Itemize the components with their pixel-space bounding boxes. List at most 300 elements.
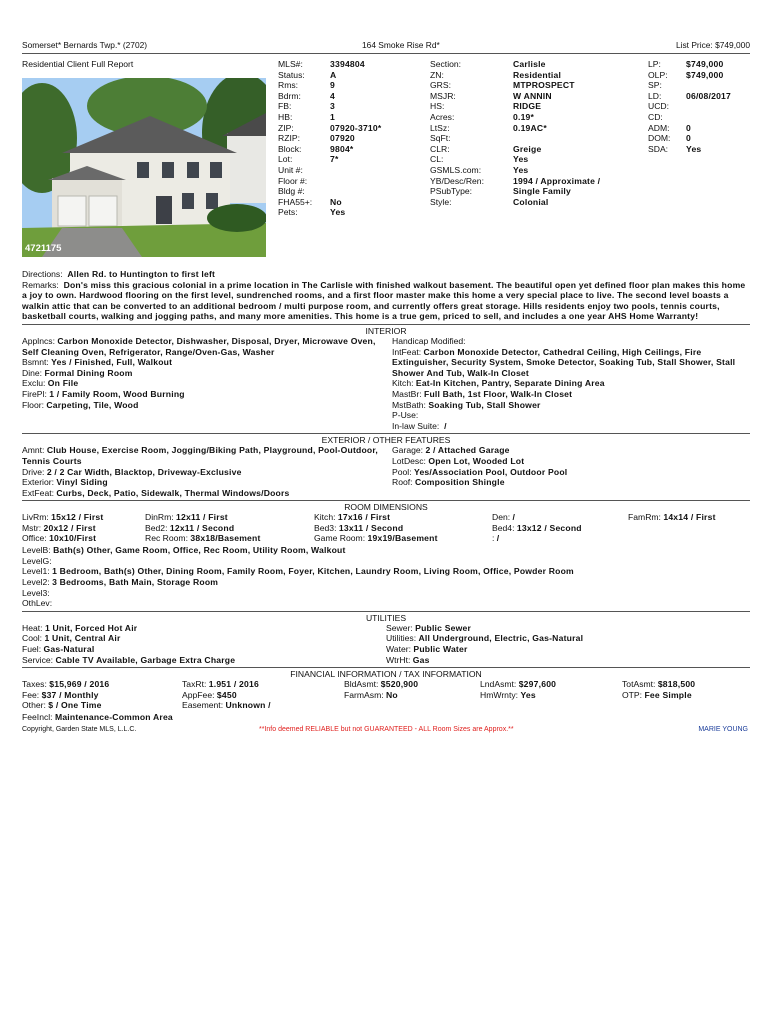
field-value: MTPROSPECT xyxy=(513,80,575,91)
field-label: Cool: xyxy=(22,633,43,644)
field-value: Yes xyxy=(686,143,702,154)
field-value: 10x10/First xyxy=(49,533,97,544)
room-field xyxy=(22,523,103,534)
field-label: Service: xyxy=(22,654,54,665)
field-label: LP: xyxy=(648,59,661,69)
field-row xyxy=(430,59,600,70)
field-value: Yes / Finished, Full, Walkout xyxy=(51,357,173,368)
field-value: Carlisle xyxy=(513,59,546,69)
field-value: Gas-Natural xyxy=(43,644,95,655)
field-label: LtSz: xyxy=(430,122,450,133)
field-label: TotAsmt: xyxy=(622,679,656,690)
field-value: 1.951 / 2016 xyxy=(208,679,259,690)
header-divider xyxy=(22,53,750,54)
interior-section xyxy=(22,336,750,431)
field-label: MstBath: xyxy=(392,399,426,410)
field-label: CL: xyxy=(430,154,444,165)
field-value: Vinyl Siding xyxy=(56,477,108,488)
field-value: Fee Simple xyxy=(644,689,692,700)
field-row xyxy=(278,112,381,123)
field-row xyxy=(278,154,381,165)
field-value: 1 / Family Room, Wood Burning xyxy=(49,388,185,399)
interior-section-title: INTERIOR xyxy=(22,324,750,336)
field-value: 3394804 xyxy=(330,59,365,69)
field-value: 1 Unit, Central Air xyxy=(44,633,121,644)
field-value: / xyxy=(444,420,447,431)
field-label: Water: xyxy=(386,644,411,655)
room-field xyxy=(145,512,261,523)
field-value: Open Lot, Wooded Lot xyxy=(428,455,525,466)
field-label: LotDesc: xyxy=(392,455,426,466)
field-value: No xyxy=(386,689,398,700)
report-title: Residential Client Full Report xyxy=(22,59,134,69)
field-label: CLR: xyxy=(430,143,450,154)
field-label: Handicap Modified: xyxy=(392,335,466,346)
room-field xyxy=(492,523,582,534)
field-label: SqFt: xyxy=(430,133,451,144)
field-row xyxy=(648,101,731,112)
field-label: Bed3: xyxy=(314,522,337,533)
field-label: Exterior: xyxy=(22,477,54,488)
financial-column xyxy=(622,679,695,700)
description-block xyxy=(22,269,750,322)
field-label: Applncs: xyxy=(22,335,55,346)
field-row xyxy=(648,80,731,91)
directions-label: Directions: xyxy=(22,269,63,279)
field-row xyxy=(648,133,731,144)
field-value: Unknown / xyxy=(225,700,271,711)
field-label: Floor #: xyxy=(278,175,308,186)
sewer-field xyxy=(386,623,750,634)
field-value: Yes/Association Pool, Outdoor Pool xyxy=(413,466,568,477)
field-label: Mstr: xyxy=(22,522,42,533)
financial-field xyxy=(480,690,556,701)
listing-core-fields xyxy=(278,59,381,218)
financial-field xyxy=(182,679,271,690)
water-heater-field xyxy=(386,655,750,666)
field-value: / xyxy=(496,533,500,544)
field-label: Pets: xyxy=(278,207,298,218)
rooms-section-title: ROOM DIMENSIONS xyxy=(22,500,750,512)
level-field xyxy=(22,588,750,599)
field-label: Utilities: xyxy=(386,633,417,644)
field-value: 0 xyxy=(686,133,691,144)
rooms-column xyxy=(628,512,716,523)
field-row xyxy=(430,80,600,91)
remarks-value: Don's miss this gracious colonial in a prime location in The Carlisle with finished walkout basement. The beautiful open yet defined floor plan makes this home a joy to own. Hardwood flooring on the first level, sundrenched rooms, and a first floor master make this home a very special place to live. The second level boasts a walkin attic that can be converted to an additional bedroom / multi purpose room, and currently offers great storage. Hills residents enjoy two pools, tennis courts, basketball courts, walking and jogging paths, and many more amenities. This home is a true gem, priced to sell, and includes a one year AHS Home Warranty! xyxy=(22,279,746,322)
field-value: Carpeting, Tile, Wood xyxy=(46,399,139,410)
field-label: MastBr: xyxy=(392,388,422,399)
utilities-right-column xyxy=(386,623,750,665)
field-label: GRS: xyxy=(430,80,452,91)
field-label: HB: xyxy=(278,111,293,122)
field-label: Heat: xyxy=(22,622,43,633)
roof-field xyxy=(392,477,750,488)
utilities-field xyxy=(386,633,750,644)
field-value: 1 Bedroom, Bath(s) Other, Dining Room, Family Room, Foyer, Kitchen, Laundry Room, Living Room, Office, Powder Room xyxy=(52,566,574,577)
financial-column xyxy=(22,679,109,711)
field-label: RZIP: xyxy=(278,133,300,144)
field-label: Block: xyxy=(278,143,302,154)
disclaimer-text: **Info deemed RELIABLE but not GUARANTEED - ALL Room Sizes are Approx.** xyxy=(259,725,514,733)
field-row xyxy=(430,70,600,81)
field-label: Bdrm: xyxy=(278,90,301,101)
field-label: Dine: xyxy=(22,367,43,378)
field-row xyxy=(430,101,600,112)
field-value: 0.19* xyxy=(513,111,535,122)
field-label: Level1: xyxy=(22,566,50,577)
field-label: MSJR: xyxy=(430,90,456,101)
field-label: FB: xyxy=(278,101,292,112)
field-label: PSubType: xyxy=(430,186,473,197)
field-label: LndAsmt: xyxy=(480,679,517,690)
field-value: Yes xyxy=(330,207,346,218)
field-label: YB/Desc/Ren: xyxy=(430,175,484,186)
field-row xyxy=(430,165,600,176)
field-label: MLS#: xyxy=(278,59,303,69)
field-value: Public Sewer xyxy=(415,622,472,633)
field-value: 38x18/Basement xyxy=(190,533,261,544)
area-label: Somerset* Bernards Twp.* (2702) xyxy=(22,40,148,50)
fireplace-field xyxy=(22,389,380,400)
field-value: Maintenance-Common Area xyxy=(54,712,173,723)
field-value: $297,600 xyxy=(518,679,557,690)
room-field xyxy=(492,533,582,544)
field-value: 07920-3710* xyxy=(330,122,382,133)
field-row xyxy=(278,123,381,134)
exterior-right-column xyxy=(392,445,750,498)
report-header xyxy=(22,40,750,52)
field-label: Easement: xyxy=(182,700,224,711)
field-row xyxy=(430,123,600,134)
field-value: On File xyxy=(47,378,79,389)
field-label: FamRm: xyxy=(628,512,661,523)
field-label: Bldg #: xyxy=(278,186,305,197)
handicap-field xyxy=(392,336,750,347)
field-row xyxy=(430,91,600,102)
field-row xyxy=(430,144,600,155)
room-field xyxy=(22,512,103,523)
drive-field xyxy=(22,467,380,478)
field-value: 9 xyxy=(330,80,335,91)
level-field xyxy=(22,556,750,567)
field-value: $15,969 / 2016 xyxy=(49,679,110,690)
field-label: FirePl: xyxy=(22,388,47,399)
field-row xyxy=(278,80,381,91)
field-value: Carbon Monoxide Detector, Dishwasher, Disposal, Dryer, Microwave Oven, Self Cleaning Oven, Refrigerator, Range/Oven-Gas, Washer xyxy=(22,335,376,357)
field-label: In-law Suite: xyxy=(392,420,440,431)
field-label: Bed4: xyxy=(492,522,515,533)
field-value: W ANNIN xyxy=(513,90,552,101)
financial-field xyxy=(480,679,556,690)
field-value: $749,000 xyxy=(686,59,724,69)
field-label: SDA: xyxy=(648,143,669,154)
room-field xyxy=(314,512,438,523)
financial-field xyxy=(22,679,109,690)
field-label: Style: xyxy=(430,196,452,207)
field-value: 0 xyxy=(686,122,691,133)
utilities-left-column xyxy=(22,623,386,665)
interior-left-column xyxy=(22,336,392,431)
field-value: Club House, Exercise Room, Jogging/Biking Path, Playground, Pool-Outdoor, Tennis Courts xyxy=(22,445,379,466)
field-value: No xyxy=(330,196,342,207)
field-value: Public Water xyxy=(413,644,468,655)
field-value: Formal Dining Room xyxy=(44,367,133,378)
exterior-left-column xyxy=(22,445,392,498)
field-label: Pool: xyxy=(392,466,412,477)
room-field xyxy=(492,512,582,523)
exclu-field xyxy=(22,378,380,389)
field-label: ExtFeat: xyxy=(22,487,54,498)
field-value: $520,900 xyxy=(380,679,419,690)
field-label: DinRm: xyxy=(145,512,174,523)
financial-column xyxy=(182,679,271,711)
field-label: ZIP: xyxy=(278,122,294,133)
field-row xyxy=(278,165,381,176)
financial-field xyxy=(622,690,695,701)
copyright-text: Copyright, Garden State MLS, L.L.C. xyxy=(22,725,137,733)
field-value: 1 Unit, Forced Hot Air xyxy=(44,622,138,633)
field-label: Section: xyxy=(430,59,462,69)
field-value: Cable TV Available, Garbage Extra Charge xyxy=(55,654,236,665)
field-label: FHA55+: xyxy=(278,196,313,207)
fee-includes-field xyxy=(22,712,750,723)
listing-report xyxy=(22,40,750,737)
field-label: Unit #: xyxy=(278,164,303,175)
field-label: OthLev: xyxy=(22,598,53,609)
financial-field xyxy=(344,679,418,690)
garage-field xyxy=(392,445,750,456)
field-value: $ / One Time xyxy=(48,700,102,711)
field-value: 12x11 / First xyxy=(176,512,228,523)
field-value: 0.19AC* xyxy=(513,122,547,133)
field-value: 06/08/2017 xyxy=(686,90,732,101)
field-row xyxy=(278,176,381,187)
field-row xyxy=(430,197,600,208)
field-label: Rms: xyxy=(278,80,299,91)
field-value: 14x14 / First xyxy=(663,512,716,523)
utilities-section-title: UTILITIES xyxy=(22,611,750,623)
field-label: Floor: xyxy=(22,399,44,410)
listing-location-fields xyxy=(430,59,600,207)
field-row xyxy=(430,133,600,144)
financial-field xyxy=(22,700,109,711)
field-label: Fuel: xyxy=(22,644,42,655)
field-label: Office: xyxy=(22,533,47,544)
field-label: HS: xyxy=(430,101,445,112)
field-value: 3 xyxy=(330,101,335,112)
field-label: Level2: xyxy=(22,577,50,588)
field-label: Garage: xyxy=(392,445,424,456)
field-value: 2 / 2 Car Width, Blacktop, Driveway-Exclusive xyxy=(46,466,242,477)
field-value: Soaking Tub, Stall Shower xyxy=(428,399,541,410)
field-label: CD: xyxy=(648,111,663,122)
field-value: 17x16 / First xyxy=(337,512,391,523)
field-row xyxy=(430,176,600,187)
rooms-column xyxy=(314,512,438,544)
field-label: LD: xyxy=(648,90,662,101)
field-value: Single Family xyxy=(513,186,571,197)
field-value: Carbon Monoxide Detector, Cathedral Ceiling, High Ceilings, Fire Extinguisher, Security System, Smoke Detector, Soaking Tub, Stall Shower, Stall Shower And Tub, Walk-In Closet xyxy=(392,346,736,378)
exterior-section-title: EXTERIOR / OTHER FEATURES xyxy=(22,433,750,445)
field-row xyxy=(430,154,600,165)
listing-price-fields xyxy=(648,59,731,154)
field-label: LevelG: xyxy=(22,555,52,566)
field-label: P-Use: xyxy=(392,410,419,421)
field-value: / xyxy=(512,512,516,523)
field-label: UCD: xyxy=(648,101,670,112)
room-field xyxy=(22,533,103,544)
field-value: 15x12 / First xyxy=(51,512,104,523)
room-field xyxy=(628,512,716,523)
floor-field xyxy=(22,400,380,411)
field-label: Kitch: xyxy=(392,378,414,389)
field-label: Exclu: xyxy=(22,378,46,389)
field-value: Curbs, Deck, Patio, Sidewalk, Thermal Windows/Doors xyxy=(56,487,290,498)
field-value: 2 / Attached Garage xyxy=(425,445,510,456)
lot-description-field xyxy=(392,456,750,467)
field-label: LevelB: xyxy=(22,545,51,556)
field-row xyxy=(278,70,381,81)
room-levels xyxy=(22,545,750,609)
room-field xyxy=(145,533,261,544)
remarks-paragraph xyxy=(22,280,750,322)
field-label: GSMLS.com: xyxy=(430,164,482,175)
cool-field xyxy=(22,633,386,644)
field-value: A xyxy=(330,69,337,80)
financial-field xyxy=(622,679,695,690)
field-value: $818,500 xyxy=(657,679,696,690)
field-value: 20x12 / First xyxy=(43,522,96,533)
field-label: Kitch: xyxy=(314,512,336,523)
field-row xyxy=(278,197,381,208)
exterior-section xyxy=(22,445,750,498)
photo-id: 4721175 xyxy=(25,243,62,255)
field-row xyxy=(278,186,381,197)
house-photo-illustration xyxy=(22,78,266,257)
field-row xyxy=(648,91,731,102)
field-label: Lot: xyxy=(278,154,293,165)
field-label: ADM: xyxy=(648,122,670,133)
field-row xyxy=(430,112,600,123)
field-row xyxy=(278,59,381,70)
field-value: 3 Bedrooms, Bath Main, Storage Room xyxy=(52,577,219,588)
list-price-label: List Price: $749,000 xyxy=(675,40,750,50)
field-value: Yes xyxy=(513,164,529,175)
field-label: OLP: xyxy=(648,69,668,80)
field-label: Rec Room: xyxy=(145,533,188,544)
field-label: Sewer: xyxy=(386,622,413,633)
basement-field xyxy=(22,357,380,368)
field-value: Residential xyxy=(513,69,562,80)
field-value: 13x11 / Second xyxy=(338,522,404,533)
field-label: HmWrnty: xyxy=(480,689,519,700)
financial-column xyxy=(480,679,556,700)
field-row xyxy=(648,144,731,155)
report-footer xyxy=(22,725,750,737)
interior-right-column xyxy=(392,336,750,431)
financial-field xyxy=(344,690,418,701)
field-label: TaxRt: xyxy=(182,679,207,690)
field-value: Colonial xyxy=(513,196,549,207)
room-field xyxy=(314,523,438,534)
field-label: Drive: xyxy=(22,466,45,477)
financial-field xyxy=(22,690,109,701)
directions-line xyxy=(22,269,750,280)
field-label: OTP: xyxy=(622,689,643,700)
dine-field xyxy=(22,368,380,379)
financial-section-title: FINANCIAL INFORMATION / TAX INFORMATION xyxy=(22,667,750,679)
field-value: 12x11 / Second xyxy=(169,522,235,533)
field-row xyxy=(278,207,381,218)
p-use-field xyxy=(392,410,750,421)
rooms-column xyxy=(22,512,103,544)
field-label: Other: xyxy=(22,700,46,711)
field-label: Game Room: xyxy=(314,533,366,544)
level-field xyxy=(22,566,750,577)
rooms-column xyxy=(492,512,582,544)
field-row xyxy=(648,123,731,134)
field-label: SP: xyxy=(648,80,662,91)
field-value: 1994 / Approximate / xyxy=(513,175,601,186)
field-value: Full Bath, 1st Floor, Walk-In Closet xyxy=(424,388,573,399)
field-label: IntFeat: xyxy=(392,346,422,357)
utilities-section xyxy=(22,623,750,665)
kitchen-field xyxy=(392,378,750,389)
field-label: Taxes: xyxy=(22,679,47,690)
property-photo[interactable] xyxy=(22,78,266,257)
field-label: Fee: xyxy=(22,689,40,700)
level-field xyxy=(22,545,750,556)
exterior-field xyxy=(22,477,380,488)
field-row xyxy=(648,59,731,70)
level-field xyxy=(22,598,750,609)
master-bedroom-field xyxy=(392,389,750,400)
field-label: Bsmnt: xyxy=(22,357,49,368)
pool-field xyxy=(392,467,750,478)
master-bath-field xyxy=(392,400,750,411)
field-value: All Underground, Electric, Gas-Natural xyxy=(418,633,584,644)
in-law-suite-field xyxy=(392,421,750,432)
field-value: Eat-In Kitchen, Pantry, Separate Dining Area xyxy=(415,378,605,389)
field-label: : xyxy=(492,533,495,544)
field-label: Amnt: xyxy=(22,445,45,456)
room-field xyxy=(314,533,438,544)
amenities-field xyxy=(22,445,380,466)
field-label: Level3: xyxy=(22,587,50,598)
service-field xyxy=(22,655,386,666)
level-field xyxy=(22,577,750,588)
field-label: Den: xyxy=(492,512,511,523)
field-row xyxy=(278,101,381,112)
field-value: 07920 xyxy=(330,133,355,144)
field-row xyxy=(278,91,381,102)
field-row xyxy=(278,144,381,155)
field-row xyxy=(648,70,731,81)
field-value: Yes xyxy=(520,689,536,700)
field-value: Gas xyxy=(412,654,430,665)
financial-column xyxy=(344,679,418,700)
field-value: $37 / Monthly xyxy=(41,689,99,700)
field-label: AppFee: xyxy=(182,689,215,700)
field-value: Yes xyxy=(513,154,529,165)
field-label: Acres: xyxy=(430,111,455,122)
financial-grid xyxy=(22,679,750,712)
field-value: 19x19/Basement xyxy=(367,533,438,544)
field-value: Greige xyxy=(513,143,542,154)
appliances-field xyxy=(22,336,380,357)
field-value: Bath(s) Other, Game Room, Office, Rec Room, Utility Room, Walkout xyxy=(53,545,346,556)
